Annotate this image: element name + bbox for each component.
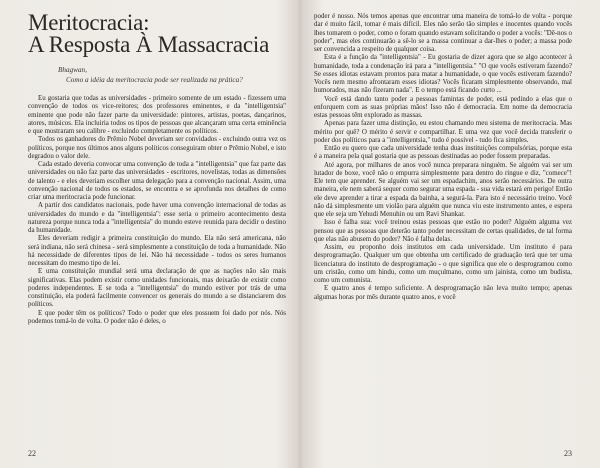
- paragraph: poder é nosso. Nós temos apenas que encontrar uma maneira de tomá-lo de volta - porque dar é muito fácil, tomar é mais difícil. Eles não serão tão simples e inocentes quando vocês lhes tomarem o poder, como o foram quando estavam solicitando o poder a vocês: "Dê-nos o poder", mas eles continuarão a sê-lo se a massa continuar a dar-lhes o poder; a massa pode ser convencida a respeito de qualquer coisa.: [314, 12, 573, 53]
- chapter-title: [28, 12, 286, 56]
- chapter-title-line-2: A Resposta À Massacracia: [28, 32, 270, 57]
- paragraph: Cada estado deveria convocar uma convenção de toda a "intelligentsia" que faz parte das universidades ou não faz parte das universidades - escritores, novelistas, todas as dimensões de talento - e eles deveriam escolher uma delegação para a convenção nacional. Assim, uma convenção nacional de todos os estados, se encontra e se aprofunda nos detalhes de como criar uma meritocracia pode funcionar.: [28, 160, 286, 202]
- paragraph: Apenas para fazer uma distinção, eu estou chamando meu sistema de meritocracia. Mas mérito por quê? O mérito é servir e compartilhar. E uma vez que você decida transferir o poder dos políticos para a "intelligentsia," tudo é possível - tudo fica simples.: [314, 119, 572, 144]
- paragraph: Eu gostaria que todas as universidades - primeiro somente de um estado - fizessem uma convenção de todos os vice-reitores; dos professores eminentes, e da "intelligentsia" eminente que pode não fazer parte da universidade: pintores, artistas, poetas, dançarinos, atores, músicos. Ela incluiria todos os tipos de pessoas que alcançaram uma certa eminência e que mostraram seu calibre - excluindo completamente os políticos.: [28, 94, 286, 136]
- paragraph: E que poder têm os políticos? Todo o poder que eles possuem foi dado por nós. Nós podemos tomá-lo de volta. O poder não é deles, o: [28, 308, 286, 325]
- right-page: [300, 0, 600, 468]
- paragraph: E uma constituição mundial será uma declaração de que as nações não são mais significativas. Elas podem existir como unidades funcionais, mas deixarão de existir como poderes independentes. E se toda a "intelligentsia" do mundo estiver por trás de uma constituição, ela poderá facilmente convencer os generais do mundo a se distanciarem dos políticos.: [28, 267, 286, 309]
- epigraph-question: Como a idéia da meritocracia pode ser realizada na prática?: [66, 75, 243, 84]
- page-number: 23: [564, 449, 572, 458]
- paragraph: A partir dos candidatos nacionais, pode haver uma convenção internacional de todas as universidades do mundo e da "intelligentsia": esse seria o primeiro acontecimento desta natureza porque nunca toda a "intelligentsia" do mundo esteve reunida para decidir o destino da humanidade.: [28, 201, 286, 235]
- paragraph: Assim, eu proponho dois institutos em cada universidade. Um instituto é para desprogramação. Qualquer um que obtenha um certificado de graduação terá que ter uma licenciatura do instituto de desprogramação - o que significa que ele o desprogramou como um cristão, como um hindu, como um muçulmano, como um jainista, como um budista, como um comunista.: [314, 243, 572, 284]
- chapter-title-line-1: Meritocracia:: [28, 10, 150, 35]
- paragraph: Você está dando tanto poder a pessoas famintas de poder, está pedindo a elas que o enforquem com as suas próprias mãos! Isso não é democracia. Em nome da democracia estas pessoas têm explorado as massas.: [314, 94, 572, 119]
- paragraph: Até agora, por milhares de anos você nunca preparara ninguém. Se alguém vai ser um lutador de boxe, você não o empurra simplesmente para dentro do ringue e diz, "comece"! Ele tem que aprender. Se alguém vai ser um espadachim, anos serão necessários. De outra maneira, ele nem saberá sequer como segurar uma espada - sua vida estará em perigo! Então ele deve aprender a tirar a espada da bainha, a segurá-la. Para isto é necessário treino. Você não dá simplesmente um violão para alguém que nunca viu este instrumento antes, e espera que ele seja um Yehudi Menuhin ou um Ravi Shankar.: [314, 160, 572, 218]
- paragraph: Todos os ganhadores do Prêmio Nobel deveriam ser convidados - excluindo outra vez os políticos, porque nos últimos anos alguns políticos conseguiram obter o Prêmio Nobel, e isto degradou o valor dele.: [28, 135, 286, 160]
- paragraph: Esta é a função da "intelligentsia" - Eu gostaria de dizer agora que se algo acontecer à humanidade, toda a condenação irá para a "intelligentsia." "O que vocês estiveram fazendo? Se esses idiotas estavam prontos para matar a humanidade, o que vocês estiveram fazendo? Vocês nem mesmo afrontaram esses idiotas? Vocês ficaram simplesmente observando, mal humorados, mas não fizeram nada". E o tempo está ficando curto ...: [314, 53, 572, 95]
- right-page-body: [314, 12, 572, 301]
- left-page-body: [28, 94, 286, 325]
- paragraph: Então eu quero que cada universidade tenha duas instituições compulsórias, porque esta é a maneira pela qual gostaria que as pessoas destinadas ao poder fossem preparadas.: [314, 144, 572, 161]
- epigraph-speaker: Bhagwan,: [58, 66, 87, 74]
- paragraph: Eles deveriam redigir a primeira constituição do mundo. Ela não será americana, não será indiana, não será chinesa - será simplesmente a constituição de toda a humanidade. Não há necessidade de diferentes tipos de lei. Não há necessidade - todos os seres humanos necessitam do mesmo tipo de lei.: [28, 234, 286, 268]
- epigraph: [58, 66, 286, 84]
- page-number: 22: [28, 449, 36, 458]
- paragraph: Isso é falha sua: você treinou estas pessoas que estão no poder? Alguém alguma vez pensou que as pessoas que deterão tanto poder necessitam de certas qualidades, de tal forma que elas não abusem do poder? Não é falha delas.: [314, 218, 572, 243]
- paragraph: E quatro anos é tempo suficiente. A desprogramação não leva muito tempo; apenas algumas horas por mês durante quatro anos, e você: [314, 284, 572, 301]
